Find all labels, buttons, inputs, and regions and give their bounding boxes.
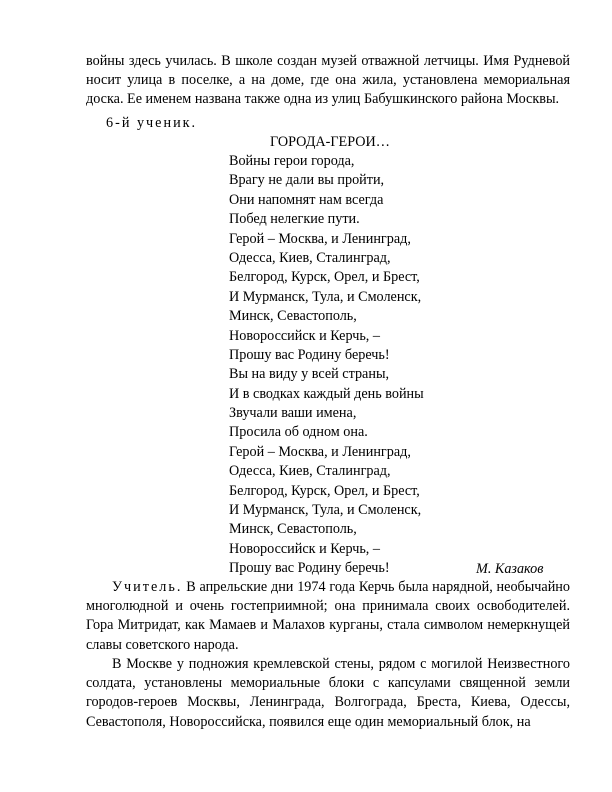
poem-line: Одесса, Киев, Сталинград, [229,249,391,266]
student-label [106,114,197,133]
poem-line: Одесса, Киев, Сталинград, [229,463,391,480]
poem-line: Войны герои города, [229,153,355,169]
poem-stanza [229,152,424,579]
poem-line: Прошу вас Родину беречь! [229,346,390,363]
intro-paragraph: войны здесь училась. В школе создан музей отважной летчицы. Имя Рудневой носит улица в поселке, а на доме, где она жила, установлена мемориальная доска. Ее именем названа также одна из улиц Бабушкинского района Москвы. [86,53,570,108]
poem-line: Герой – Москва, и Ленинград, [229,443,411,460]
teacher-text: В апрельские дни 1974 года Керчь была нарядной, необычайно многолюдной и очень гостеприимной; она принимала своих освободителей. Гора Митридат, как Мамаев и Малахов курганы, стала символом немеркнущей славы советского народа. [86,579,570,653]
poem-line: И в сводках каждый день войны [229,385,424,402]
poem-line: Новороссийск и Керчь, – [229,327,380,344]
poem-line: Просила об одном она. [229,424,368,441]
poem-line: Вы на виду у всей страны, [229,366,390,383]
poem-line: Побед нелегкие пути. [229,211,360,228]
poem-title: ГОРОДА-ГЕРОИ… [270,134,390,150]
poem-line: Герой – Москва, и Ленинград, [229,230,411,247]
poem-line: Прошу вас Родину беречь! [229,560,390,577]
poem-author: М. Казаков [476,561,544,577]
poem-line: Белгород, Курск, Орел, и Брест, [229,482,420,499]
poem-line: И Мурманск, Тула, и Смоленск, [229,502,422,519]
poem-line: Минск, Севастополь, [229,308,357,325]
moscow-paragraph: В Москве у подножия кремлевской стены, рядом с могилой Неизвестного солдата, установлены мемориальные блоки с капсулами священной земли городов-героев Москвы, Ленинграда, Волгограда, Бреста, Киева, Одессы, Севастополя, Новороссийска, появился еще один мемориальный блок, на [86,656,570,730]
teacher-paragraph [86,578,570,655]
poem-line: Врагу не дали вы пройти, [229,172,385,189]
student-label-text: 6-й ученик. [106,115,198,131]
poem-line: Новороссийск и Керчь, – [229,540,380,557]
teacher-speaker: Учитель. [112,579,183,595]
poem-line: Белгород, Курск, Орел, и Брест, [229,269,420,286]
poem-line: Они напомнят нам всегда [229,191,384,208]
poem-line: Минск, Севастополь, [229,521,357,538]
poem-line: И Мурманск, Тула, и Смоленск, [229,288,422,305]
poem-line: Звучали ваши имена, [229,405,357,422]
